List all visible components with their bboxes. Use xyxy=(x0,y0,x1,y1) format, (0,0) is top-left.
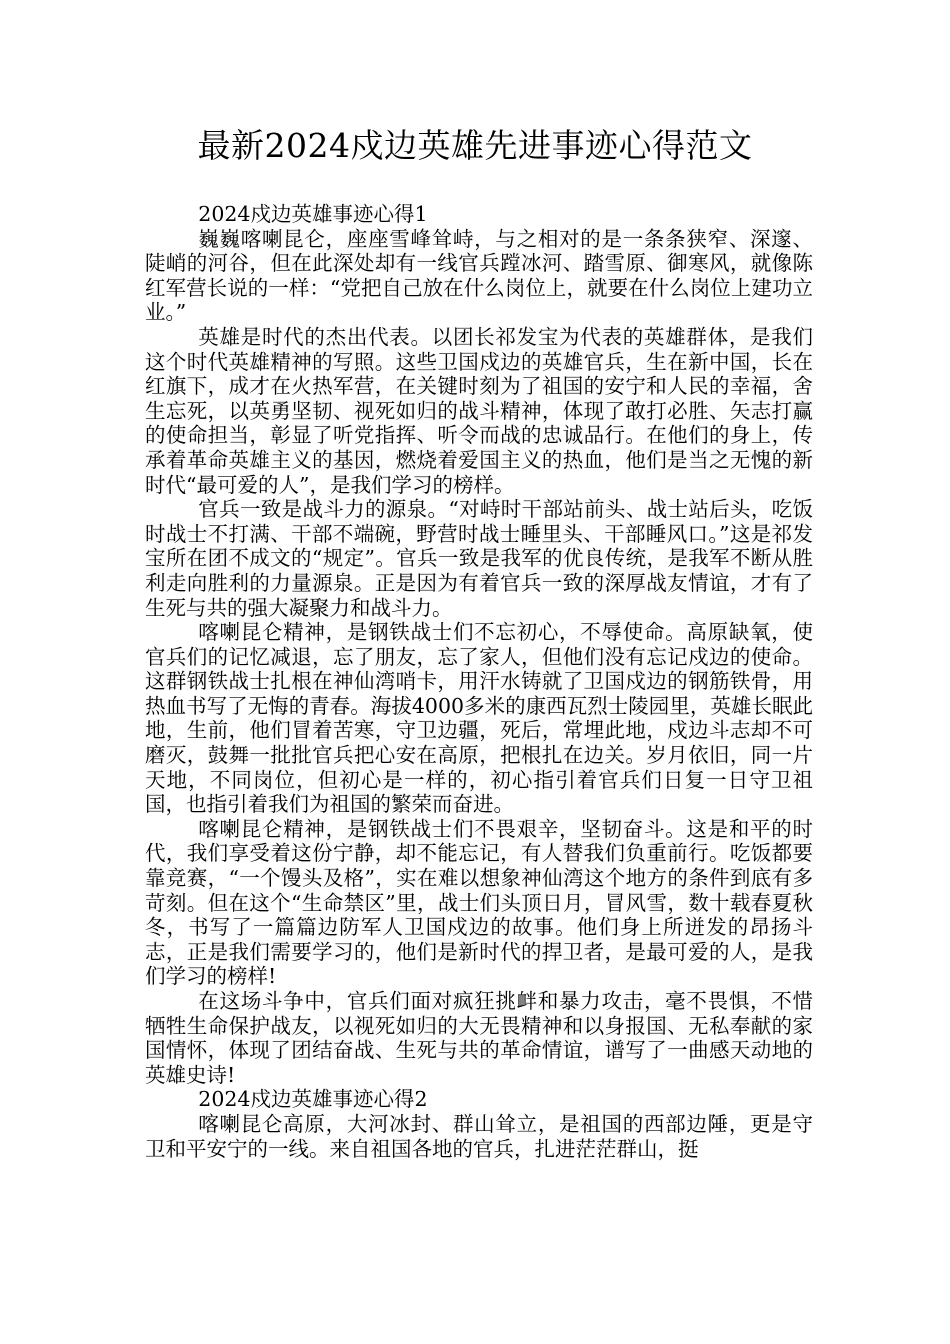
section-heading: 2024戍边英雄事迹心得1 xyxy=(198,202,428,226)
body-paragraph: 巍巍喀喇昆仑，座座雪峰耸峙，与之相对的是一条条狭窄、深邃、陡峭的河谷，但在此深处却有一线官兵蹚冰河、踏雪原、御寒风，就像陈红军营长说的一样：“党把自己放在什么岗位上，就要在什么岗位上建功立业。” xyxy=(145,226,813,325)
body-paragraph: 喀喇昆仑精神，是钢铁战士们不畏艰辛，坚韧奋斗。这是和平的时代，我们享受着这份宁静，却不能忘记，有人替我们负重前行。吃饭都要靠竞赛，“一个馒头及格”，实在难以想象神仙湾这个地方的条件到底有多苛刻。但在这个“生命禁区”里，战士们头顶日月，冒风雪，数十载春夏秋冬，书写了一篇篇边防军人卫国戍边的故事。他们身上所迸发的昂扬斗志，正是我们需要学习的，他们是新时代的捍卫者，是最可爱的人，是我们学习的榜样! xyxy=(145,816,813,989)
document-title: 最新2024戍边英雄先进事迹心得范文 xyxy=(197,126,753,165)
body-paragraph: 英雄是时代的杰出代表。以团长祁发宝为代表的英雄群体，是我们这个时代英雄精神的写照。这些卫国戍边的英雄官兵，生在新中国，长在红旗下，成才在火热军营，在关键时刻为了祖国的安宁和人民的幸福，舍生忘死，以英勇坚韧、视死如归的战斗精神，体现了敢打必胜、矢志打赢的使命担当，彰显了听党指挥、听令而战的忠诚品行。在他们的身上，传承着革命英雄主义的基因，燃烧着爱国主义的热血，他们是当之无愧的新时代“最可爱的人”，是我们学习的榜样。 xyxy=(145,324,813,497)
body-paragraph: 喀喇昆仑精神，是钢铁战士们不忘初心，不辱使命。高原缺氧，使官兵们的记忆减退，忘了朋友，忘了家人，但他们没有忘记戍边的使命。这群钢铁战士扎根在神仙湾哨卡，用汗水铸就了卫国戍边的钢筋铁骨，用热血书写了无悔的青春。海拔4000多米的康西瓦烈士陵园里，英雄长眠此地，生前，他们冒着苦寒，守卫边疆，死后，常埋此地，戍边斗志却不可磨灭，鼓舞一批批官兵把心安在高原，把根扎在边关。岁月依旧，同一片天地，不同岗位，但初心是一样的，初心指引着官兵们日复一日守卫祖国，也指引着我们为祖国的繁荣而奋进。 xyxy=(145,620,813,817)
document-body xyxy=(145,202,813,1161)
body-paragraph: 官兵一致是战斗力的源泉。“对峙时干部站前头、战士站后头，吃饭时战士不打满、干部不端碗，野营时战士睡里头、干部睡风口。”这是祁发宝所在团不成文的“规定”。官兵一致是我军的优良传统，是我军不断从胜利走向胜利的力量源泉。正是因为有着官兵一致的深厚战友情谊，才有了生死与共的强大凝聚力和战斗力。 xyxy=(145,497,813,620)
body-paragraph: 喀喇昆仑高原，大河冰封、群山耸立，是祖国的西部边陲，更是守卫和平安宁的一线。来自祖国各地的官兵，扎进茫茫群山，挺 xyxy=(145,1111,813,1161)
body-paragraph: 在这场斗争中，官兵们面对疯狂挑衅和暴力攻击，毫不畏惧，不惜牺牲生命保护战友，以视死如归的大无畏精神和以身报国、无私奉献的家国情怀，体现了团结奋战、生死与共的革命情谊，谱写了一曲感天动地的英雄史诗! xyxy=(145,989,813,1087)
section-heading: 2024戍边英雄事迹心得2 xyxy=(198,1087,428,1112)
